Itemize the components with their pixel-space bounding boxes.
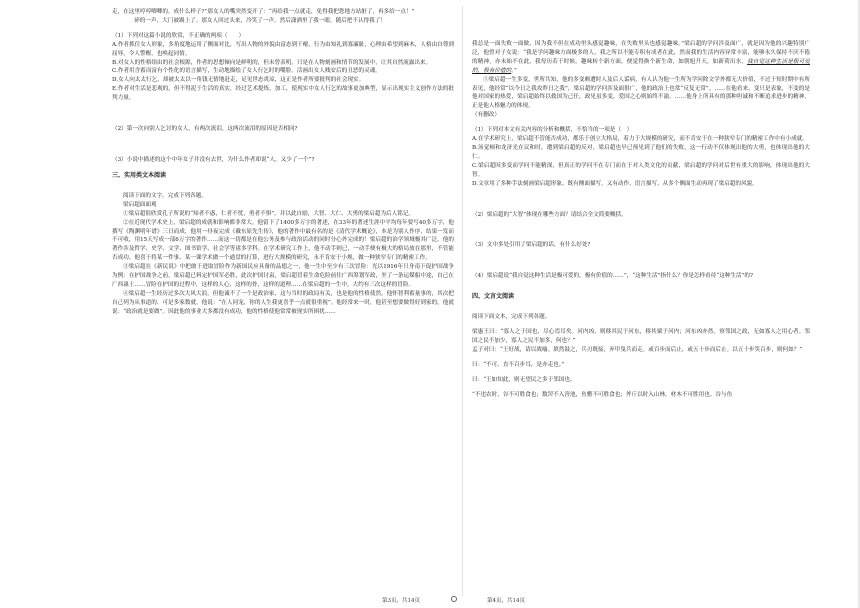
question-1: （1）下列对本文有关内容的分析和概括，不恰当的一项是（ ） xyxy=(472,127,633,134)
question-2: （2）第一次向别人乞讨的女人，有两次流泪，这两次流泪的原因是否相同? xyxy=(112,126,298,133)
option-b: B.对女人的性格组由的社会根源，作者的思想倾向是鲜明的，但未曾表明，只是在人物刻画和情节的发展中，让其自然流露出来。 xyxy=(112,59,432,66)
article-paragraph: ⑤梁启超一生多变，世所共知，他的多变颇遭时人及后人诟病，有人认为他一生所为学问除文学外都无大价值，不过于短时期中有所表见，他经常“以今日之我攻昨日之我”，梁启超的学问涉及面很广，他的政治上也常“反复无常”。……在他看来，变只是表象，不变的是他对国家的热爱，梁启超始终以救国为己任，政见虽多变，爱国之心则始终不渝。……他身上所具有的那种坦诚和不断追求进步的精神，正是他人格魅力的体现。 xyxy=(472,76,810,110)
classical-text: 曰：“王如知此，则无望民之多于邻国也。 xyxy=(472,376,576,383)
option-d: D.女人向太太行乞，却被太太以一角钱无情地赶走，足见世态炎凉，这正是作者所要批判的社会现实。 xyxy=(112,77,365,84)
center-circle-icon xyxy=(451,596,457,602)
underlined-quote: 我自觉这种生活是极可爱的，极有价值的 xyxy=(472,58,810,74)
question-3: （3）小说中描述的这个中年女子井没有去世，为什么作者却说“人，又少了一个”? xyxy=(112,156,315,163)
question-1: （1）下列对这篇小说的欣赏，不正确的两项（ ） xyxy=(112,32,245,39)
column-divider xyxy=(462,6,463,596)
page-number: 第3页，共14页 xyxy=(382,598,420,604)
question-4: （4）梁启超说“我自觉这种生活是极可爱的，极有价值的……”，“这种生活”指什么？你是怎样看待“这种生活”的? xyxy=(472,273,754,280)
classical-text: 孟子对曰：“王好战，请以战喻。填然鼓之，兵刃既接，弃甲曳兵而走。或百步而后止，或五十步而后止。以五十步笑百步，则何如？” xyxy=(472,346,803,353)
article-paragraph: ③梁启超在《新民说》中把敢于进取冒险作为新国民应具备的品德之一，他一生中至少有三次冒险：光以1916年只身南下促护国战争为例：在护国战争之前，梁启超已料定护国军必胜，此次护国讨袁，梁启超冒着生命危险前往广西筹划军政，坐了一条运煤船中途，自己在广西蛊土……冒险在护国的过程中，这样的人心，这样的骨，这样的道理……在梁启超的一生中，大约有三次这样的冒险。 xyxy=(112,264,454,288)
page-number: 第4页，共14页 xyxy=(487,598,525,604)
option-c: C.梁启超因多变而学问不能精深，但真正的学问不在专门而在于对人类文化的贡献，梁启超的学问对后世有重大的影响，体现出他的大智。 xyxy=(472,162,810,178)
section-title: 四、文言文阅读 xyxy=(472,293,515,301)
intro-paragraph: 碎的一声，大门被踢上了。那女人回过头来，冷笑了一声，然后潇洒里了我一眼，随后把不认得我了！ xyxy=(123,17,386,24)
article-text: 。” xyxy=(511,67,517,74)
right-page xyxy=(472,0,810,600)
article-paragraph: ①梁启超很欣赏孔子所说的“知者不惑，仁者不忧，勇者不惧”，并以此自励，大智、大仁、大勇的梁启超为后人铭记。 xyxy=(123,210,415,217)
question-2: （2）梁启超的“大智”体现在哪些方面？请结合全文简要概括。 xyxy=(472,211,627,218)
option-a: A.作者抓住女人形象，多角度地运用了侧面对比，写出人物的外貌由富态到干瘪，行为由知礼到寡廉耻，心理由希望到麻木，人格由自尊到屈辱，令人警醒，也唤起同情。 xyxy=(112,41,454,57)
section-title: 三、实用类文本阅读 xyxy=(112,171,167,179)
source-note: （有删改） xyxy=(472,112,500,119)
left-page xyxy=(112,0,454,600)
reading-instruction: 阅读下面的文字，完成下列各题。 xyxy=(123,192,207,199)
reading-instruction: 阅读下面文本，完成下列各题。 xyxy=(472,314,551,321)
article-text: 我总是一面失败一面做，因为我不但在成功里头感觉趣味，在失败里头也感觉趣味。”梁启超的学问涉及面广，就是因为他的兴趣特别广泛，他曾对子女说：“我是学问趣味方面极多的人，我之所以不能专积有成者在此，然而我的生活内容异常丰富，能够永久保持不厌不倦的精神，亦未始不在此，我每历若干时候，趣味转个新方面，便觉得换个新生命，如朝旭升天，如新荷出水， xyxy=(472,41,810,65)
intro-paragraph: 走，在这里哼哼唧唧的，成什么样子?”那女人的嘴突然变开了：“再给我一点就走，免得我把您地方站脏了，再多给一点！” xyxy=(112,9,415,15)
option-b: B.汤觉顿和龙济光在议和时，遭到梁启超的反对，梁启超也早已预见到了他们的失败，这一行动不仅体现出他的大勇，也体现出他的大仁。 xyxy=(472,144,810,160)
article-paragraph: ④梁启超一生经历过多次大风大浪，但他诚不了一个是政治家，这与当时的政局有关，也是他的性格使然，他怀智利蓄量事的，其次把自己列为从事道的、可是多家数就，他说：“在人同宠，你的人生我更喜乎一点就很重视”。他经常来一时，他甚至想要做得好到家的，他就说：“政治就是要做”。因此他的事业大多都没有成功，他的性格使他常常被现实所困扰…… xyxy=(112,290,454,315)
article-title: 梁启超面面观 xyxy=(123,201,157,208)
classical-text: “不违农时，谷不可胜食也；数罟不入洿池，鱼鳖不可胜食也；斧斤以时入山林，材木不可胜用也。谷与鱼 xyxy=(472,391,733,398)
option-c: C.作者用含蓄而富有个性化的语言描写，生动地描绘了女人行乞时的嘴脸，活画出女人贱安后的丑恶的灵魂。 xyxy=(112,68,381,75)
classical-text: 曰：“不可，直不百步耳，是亦走也。” xyxy=(472,361,565,368)
option-a: A.在学术研究上，梁启超不管能否成功，都乐于创立大格局，着力于大规模的研究，而不肯安于在一种狭窄专门的精密工作中有小成就。 xyxy=(472,136,808,143)
option-e: E.作者对生活是悲观的，但不得泥于生活的真实，经过艺术提炼，加工，使现实中女人行乞的故事更加典型，显示出现实主义创作方法的批判力量。 xyxy=(112,86,454,102)
article-paragraph xyxy=(472,40,810,76)
article-paragraph: ②在近现代学术史上，梁启超的成就和影响都非常大。他留下了1400多万字的著述，在33年的著述生涯中平均每年要写40多万字，他撰写《陶渊明年谱》三日而成，他用一昼夜完成《戴东原先生传》，他的著作中最有名的是《清代学术概论》，本是为别人作序，结果一发而不可收，用15天写成一部6万字的著作……而这一切都是在他公务及参与政治活动的同时分心外完成的！梁启超的治学领域极其广泛，他的著作涉及哲学、史学、文学、图书馆学、社会学等诸多学科。在学术研究工作上，他不动手则已，一动手便有极大的格局放在那里，不管能否成功。他喜于将某一件事、某一课学术做一个通盘的打算，进行大规模的研究，永不肯安于小规，做一种狭窄专门的精密工作。 xyxy=(112,219,454,262)
classical-text: 梁惠王曰：“寡人之于国也，尽心焉耳矣。河内凶，则移其民于河东，移其粟于河内；河东凶亦然。察邻国之政，无如寡人之用心者。邻国之民不加少，寡人之民不加多，何也？” xyxy=(472,329,810,345)
option-d: D.文章用了多种手法刻画梁启超形象，既有侧面描写，又有动作、语言描写，从多个侧面生动再现了梁启超的风貌。 xyxy=(472,180,758,187)
question-3: （3）文中多处引用了梁启超的话，有什么好处? xyxy=(472,242,591,249)
